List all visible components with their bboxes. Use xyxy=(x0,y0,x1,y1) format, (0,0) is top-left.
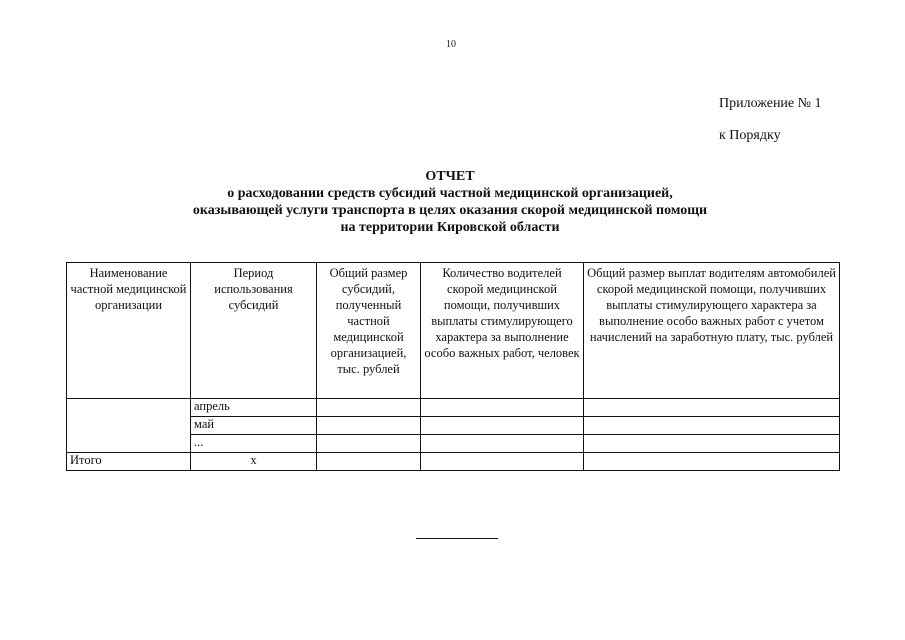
subsidy-cell xyxy=(317,435,421,453)
title-line: оказывающей услуги транспорта в целях оказания скорой медицинской помощи xyxy=(192,203,708,218)
period-cell: май xyxy=(191,417,317,435)
payment-cell xyxy=(584,417,840,435)
header-organization: Наименование частной медицинской организации xyxy=(67,263,191,399)
period-cell: апрель xyxy=(191,399,317,417)
header-row xyxy=(67,263,840,399)
subsidy-cell xyxy=(317,417,421,435)
subsidy-cell xyxy=(317,399,421,417)
driver-count-cell xyxy=(421,435,584,453)
total-driver-count-cell xyxy=(421,453,584,471)
appendix-reference: к Порядку xyxy=(719,128,781,143)
organization-cell xyxy=(67,399,191,453)
footer-divider xyxy=(416,538,498,539)
driver-count-cell xyxy=(421,417,584,435)
total-subsidy-cell xyxy=(317,453,421,471)
title-line: на территории Кировской области xyxy=(340,220,560,235)
total-payment-cell xyxy=(584,453,840,471)
table-row xyxy=(67,399,840,417)
report-table xyxy=(66,262,840,471)
header-payment-amount: Общий размер выплат водителям автомобилей скорой медицинской помощи, получивших выплаты стимулирующего характера за выполнение особо важных работ с учетом начислений на заработную плату, тыс. рублей xyxy=(584,263,840,399)
total-row xyxy=(67,453,840,471)
header-subsidy-amount: Общий размер субсидий, полученный частной медицинской организацией, тыс. рублей xyxy=(317,263,421,399)
header-period: Период использования субсидий xyxy=(191,263,317,399)
title-line: о расходовании средств субсидий частной медицинской организацией, xyxy=(227,186,673,201)
title-main: ОТЧЕТ xyxy=(425,169,475,184)
payment-cell xyxy=(584,399,840,417)
driver-count-cell xyxy=(421,399,584,417)
total-label: Итого xyxy=(67,453,191,471)
appendix-label: Приложение № 1 xyxy=(719,96,822,111)
period-cell: ... xyxy=(191,435,317,453)
page-number: 10 xyxy=(446,39,456,50)
total-period: х xyxy=(191,453,317,471)
payment-cell xyxy=(584,435,840,453)
header-driver-count: Количество водителей скорой медицинской помощи, получивших выплаты стимулирующего характера за выполнение особо важных работ, человек xyxy=(421,263,584,399)
report-title xyxy=(150,168,750,236)
